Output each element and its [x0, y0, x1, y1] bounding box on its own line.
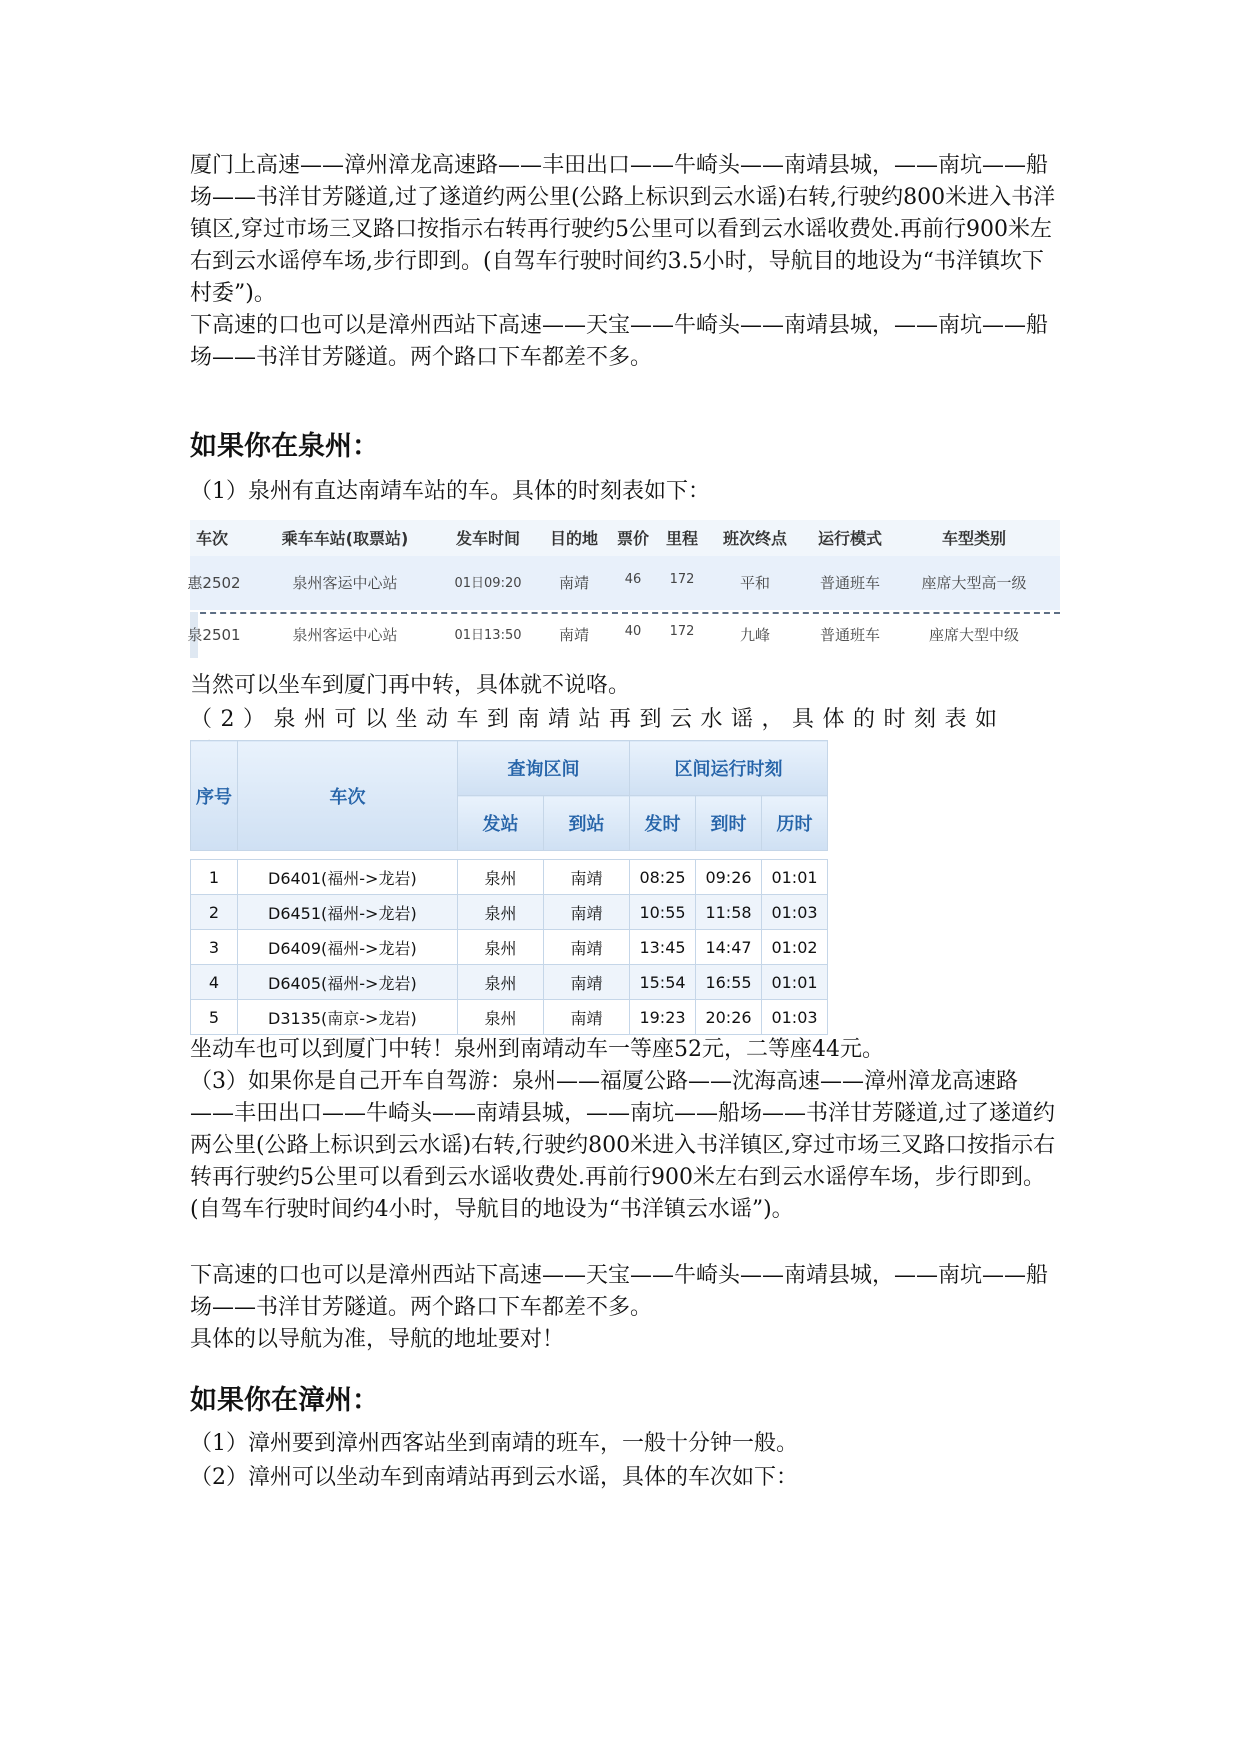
train-cell: 泉州	[458, 860, 544, 895]
train-cell: 01:03	[762, 1000, 828, 1035]
bus-cell: 46	[624, 572, 642, 587]
train-cell: 南靖	[544, 930, 630, 965]
train-cell: 08:25	[630, 860, 696, 895]
zhangzhou-heading: 如果你在漳州：	[190, 1385, 379, 1416]
bus-cell: 南靖	[558, 574, 590, 592]
train-cell: D6409(福州->龙岩)	[238, 930, 458, 965]
bus-cell: 南靖	[558, 626, 590, 644]
table-row	[191, 860, 828, 895]
train-timetable	[190, 740, 828, 1035]
train-cell: 3	[191, 930, 238, 965]
bus-header-mode: 运行模式	[817, 529, 883, 548]
bus-header-price: 票价	[616, 529, 650, 548]
bus-header-station: 乘车车站(取票站)	[281, 529, 409, 548]
train-header-from: 发站	[458, 796, 544, 851]
train-cell: 20:26	[696, 1000, 762, 1035]
bus-header-destination: 目的地	[549, 529, 599, 548]
train-cell: 01:03	[762, 895, 828, 930]
train-cell: 4	[191, 965, 238, 1000]
bus-cell: 平和	[739, 574, 771, 592]
train-cell: D6451(福州->龙岩)	[238, 895, 458, 930]
train-header-query-range: 查询区间	[458, 741, 630, 796]
train-cell: 泉州	[458, 930, 544, 965]
train-cell: 16:55	[696, 965, 762, 1000]
bus-cell: 惠2502	[187, 574, 241, 592]
quanzhou-heading: 如果你在泉州：	[190, 431, 379, 462]
train-header-run-times: 区间运行时刻	[630, 741, 828, 796]
table-row	[191, 1000, 828, 1035]
train-header-train-no: 车次	[238, 741, 458, 851]
train-cell: D6405(福州->龙岩)	[238, 965, 458, 1000]
bus-cell: 172	[669, 624, 695, 639]
train-cell: 01:01	[762, 965, 828, 1000]
train-cell: 泉州	[458, 895, 544, 930]
bus-table-divider	[190, 612, 1060, 614]
bus-cell: 普通班车	[819, 626, 881, 644]
bus-cell: 座席大型高一级	[921, 574, 1027, 592]
navigation-note: 具体的以导航为准，导航的地址要对！	[190, 1327, 565, 1352]
bus-cell: 172	[669, 572, 695, 587]
bus-cell: 01日13:50	[454, 628, 522, 643]
bus-header-vehicle: 车型类别	[941, 529, 1007, 548]
bus-header-distance: 里程	[665, 529, 699, 548]
bus-cell: 座席大型中级	[928, 626, 1020, 644]
train-cell: 南靖	[544, 860, 630, 895]
bus-cell: 01日09:20	[454, 576, 522, 591]
bus-cell: 40	[624, 624, 642, 639]
train-header-dur: 历时	[762, 796, 828, 851]
quanzhou-drive-paragraph: （3）如果你是自己开车自驾游：泉州——福厦公路——沈海高速——漳州漳龙高速路——丰田出口——牛崎头——南靖县城，——南坑——船场——书洋甘芳隧道,过了遂道约两公里(公路上标识到云水谣)右转,行驶约800米进入书洋镇区,穿过市场三叉路口按指示右转再行驶约5公里可以看到云水谣收费处.再前行900米左右到云水谣停车场，步行即到。(自驾车行驶时间约4小时，导航目的地设为“书洋镇云水谣”)。	[190, 1069, 1056, 1222]
train-cell: 泉州	[458, 1000, 544, 1035]
zhangzhou-train-intro: （2）漳州可以坐动车到南靖站再到云水谣，具体的车次如下：	[190, 1465, 798, 1490]
train-cell: D6401(福州->龙岩)	[238, 860, 458, 895]
quanzhou-train-intro: （2）泉州可以坐动车到南靖站再到云水谣，具体的时刻表如	[190, 707, 1006, 732]
train-cell: 南靖	[544, 1000, 630, 1035]
bus-timetable	[187, 520, 1060, 658]
transfer-note: 当然可以坐车到厦门再中转，具体就不说咯。	[190, 673, 631, 698]
train-cell: 11:58	[696, 895, 762, 930]
bus-cell: 泉州客运中心站	[292, 574, 398, 592]
bus-cell: 泉州客运中心站	[292, 626, 398, 644]
bus-header-train-no: 车次	[195, 529, 229, 548]
zhangzhou-bus-note: （1）漳州要到漳州西客站坐到南靖的班车，一般十分钟一般。	[190, 1431, 798, 1456]
bus-header-departure: 发车时间	[455, 529, 521, 548]
train-price-note: 坐动车也可以到厦门中转！泉州到南靖动车一等座52元，二等座44元。	[190, 1037, 884, 1062]
quanzhou-alt-exit-paragraph: 下高速的口也可以是漳州西站下高速——天宝——牛崎头——南靖县城，——南坑——船场——书洋甘芳隧道。两个路口下车都差不多。	[190, 1263, 1049, 1320]
train-cell: 15:54	[630, 965, 696, 1000]
train-table-spacer	[191, 851, 828, 860]
train-cell: 南靖	[544, 965, 630, 1000]
train-cell: 泉州	[458, 965, 544, 1000]
table-row	[191, 965, 828, 1000]
table-row	[191, 930, 828, 965]
train-header-seq: 序号	[191, 741, 238, 851]
train-cell: 01:02	[762, 930, 828, 965]
bus-header-terminus: 班次终点	[722, 529, 788, 548]
train-cell: 南靖	[544, 895, 630, 930]
train-cell: 13:45	[630, 930, 696, 965]
table-row	[191, 895, 828, 930]
train-cell: 14:47	[696, 930, 762, 965]
train-header-to: 到站	[544, 796, 630, 851]
train-cell: 01:01	[762, 860, 828, 895]
bus-cell: 普通班车	[819, 574, 881, 592]
alt-exit-paragraph: 下高速的口也可以是漳州西站下高速——天宝——牛崎头——南靖县城，——南坑——船场——书洋甘芳隧道。两个路口下车都差不多。	[190, 313, 1049, 370]
train-cell: 19:23	[630, 1000, 696, 1035]
bus-cell: 泉2501	[187, 626, 241, 644]
train-cell: 09:26	[696, 860, 762, 895]
xiamen-route-paragraph: 厦门上高速——漳州漳龙高速路——丰田出口——牛崎头——南靖县城，——南坑——船场——书洋甘芳隧道,过了遂道约两公里(公路上标识到云水谣)右转,行驶约800米进入书洋镇区,穿过市场三叉路口按指示右转再行驶约5公里可以看到云水谣收费处.再前行900米左右到云水谣停车场,步行即到。(自驾车行驶时间约3.5小时，导航目的地设为“书洋镇坎下村委”)。	[190, 153, 1056, 306]
train-header-arr: 到时	[696, 796, 762, 851]
train-cell: 5	[191, 1000, 238, 1035]
train-cell: 2	[191, 895, 238, 930]
quanzhou-bus-intro: （1）泉州有直达南靖车站的车。具体的时刻表如下：	[190, 479, 710, 504]
train-header-dep: 发时	[630, 796, 696, 851]
train-cell: 10:55	[630, 895, 696, 930]
bus-cell: 九峰	[739, 626, 771, 644]
train-cell: D3135(南京->龙岩)	[238, 1000, 458, 1035]
train-cell: 1	[191, 860, 238, 895]
